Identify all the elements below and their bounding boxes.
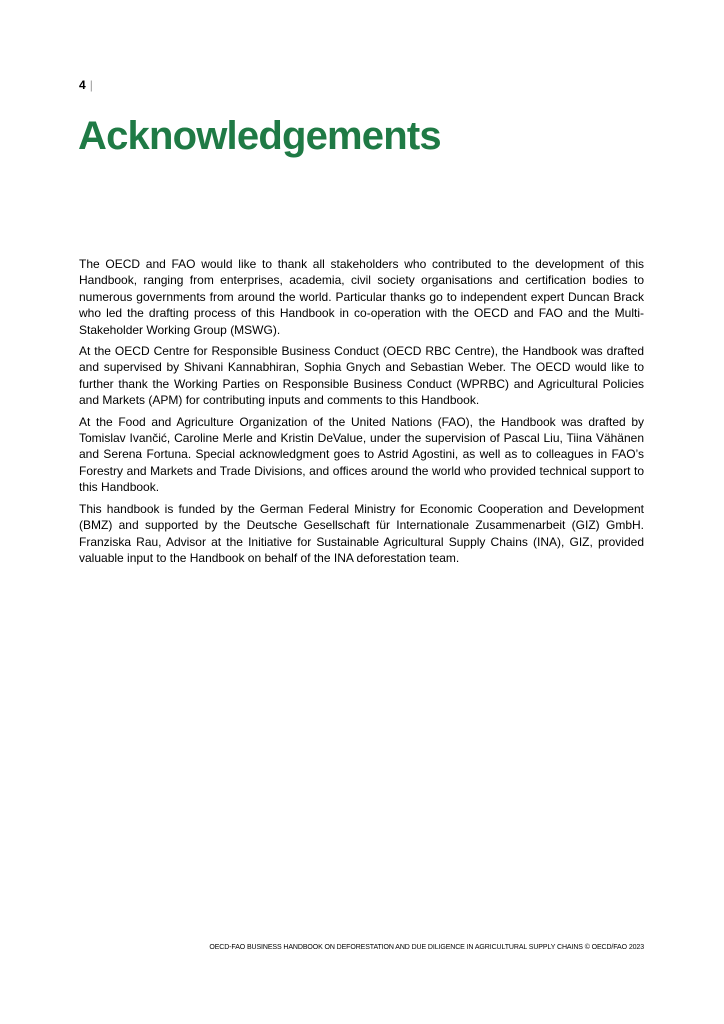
page-number: [79, 78, 93, 92]
paragraph-funding: This handbook is funded by the German Federal Ministry for Economic Cooperation and Development (BMZ) and supported by the Deutsche Gesellschaft für Internationale Zusammenarbeit (GIZ) GmbH. Franziska Rau, Advisor at the Initiative for Sustainable Agricultural Supply Chains (INA), GIZ, provided valuable input to the Handbook on behalf of the INA deforestation team.: [79, 501, 644, 565]
paragraph-oecd: At the OECD Centre for Responsible Business Conduct (OECD RBC Centre), the Handbook was drafted and supervised by Shivani Kannabhiran, Sophia Gnych and Sebastian Weber. The OECD would like to further thank the Working Parties on Responsible Business Conduct (WPRBC) and Agricultural Policies and Markets (APM) for contributing inputs and comments to this Handbook.: [79, 344, 644, 408]
paragraph-fao: At the Food and Agriculture Organization of the United Nations (FAO), the Handbook was drafted by Tomislav Ivančić, Caroline Merle and Kristin DeValue, under the supervision of Pascal Liu, Tiina Vähänen and Serena Fortuna. Special acknowledgment goes to Astrid Agostini, as well as to colleagues in FAO’s Forestry and Markets and Trade Divisions, and offices around the world who provided technical support to this Handbook.: [79, 414, 644, 495]
page-number-value: 4: [79, 78, 86, 92]
page-footer: OECD-FAO BUSINESS HANDBOOK ON DEFORESTATION AND DUE DILIGENCE IN AGRICULTURAL SUPPLY CHAINS © OECD/FAO 2023: [209, 944, 644, 951]
page-number-separator: |: [89, 78, 93, 92]
page-title: Acknowledgements: [78, 114, 441, 158]
paragraph-contributors: The OECD and FAO would like to thank all stakeholders who contributed to the development of this Handbook, ranging from enterprises, academia, civil society organisations and certification bodies to numerous governments from around the world. Particular thanks go to independent expert Duncan Brack who led the drafting process of this Handbook in co-operation with the OECD and FAO and the Multi-Stakeholder Working Group (MSWG).: [79, 257, 644, 337]
body-text: [79, 256, 644, 571]
